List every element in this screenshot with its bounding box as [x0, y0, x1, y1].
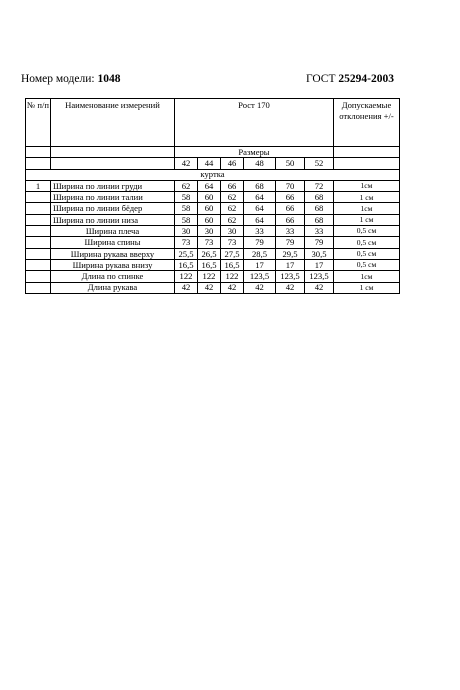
- measurement-value: 58: [175, 203, 198, 214]
- tolerance-value: 1 см: [334, 214, 400, 225]
- measurement-value: 42: [221, 282, 244, 293]
- tolerance-value: 0,5 см: [334, 237, 400, 248]
- measurement-value: 60: [198, 203, 221, 214]
- table-row: [26, 259, 400, 270]
- measurement-value: 29,5: [276, 248, 305, 259]
- table-row: [26, 214, 400, 225]
- measurement-value: 68: [244, 180, 276, 191]
- measurement-value: 33: [276, 226, 305, 237]
- table-row: [26, 271, 400, 282]
- measurement-value: 30,5: [305, 248, 334, 259]
- tolerance-value: 1 см: [334, 282, 400, 293]
- garment-type: куртка: [26, 169, 400, 180]
- measurement-value: 79: [244, 237, 276, 248]
- table-row: [26, 237, 400, 248]
- size-cell: 46: [221, 158, 244, 169]
- tolerance-value: 1 см: [334, 192, 400, 203]
- measurement-value: 33: [244, 226, 276, 237]
- measurement-name: Ширина рукава внизу: [51, 259, 175, 270]
- measurement-value: 68: [305, 203, 334, 214]
- row-number: [26, 237, 51, 248]
- measurement-value: 123,5: [305, 271, 334, 282]
- measurement-name: Ширина по линии груди: [51, 180, 175, 191]
- size-cell: 48: [244, 158, 276, 169]
- tolerance-value: 1см: [334, 180, 400, 191]
- tolerance-value: 0,5 см: [334, 259, 400, 270]
- row-number: [26, 203, 51, 214]
- measurement-value: 62: [221, 203, 244, 214]
- gost-info: [306, 73, 394, 85]
- row-number: [26, 248, 51, 259]
- row-number: 1: [26, 180, 51, 191]
- sizes-label: Размеры: [175, 147, 334, 158]
- measurement-value: 26,5: [198, 248, 221, 259]
- size-cell: 42: [175, 158, 198, 169]
- measurement-value: 60: [198, 214, 221, 225]
- col-height-header: Рост 170: [175, 99, 334, 147]
- measurement-value: 42: [276, 282, 305, 293]
- col-tolerance-header: Допускаемые отклонения +/-: [334, 99, 400, 147]
- measurement-value: 28,5: [244, 248, 276, 259]
- measurement-name: Ширина по линии низа: [51, 214, 175, 225]
- gost-label: ГОСТ: [306, 73, 339, 85]
- measurement-value: 68: [305, 192, 334, 203]
- tolerance-value: 1см: [334, 203, 400, 214]
- measurement-value: 30: [221, 226, 244, 237]
- measurement-value: 64: [244, 214, 276, 225]
- measurement-value: 30: [198, 226, 221, 237]
- measurement-value: 16,5: [221, 259, 244, 270]
- document-header: [21, 73, 441, 87]
- row-number: [26, 192, 51, 203]
- table-row: [26, 282, 400, 293]
- measurement-name: Ширина рукава вверху: [51, 248, 175, 259]
- row-number: [26, 214, 51, 225]
- measurement-value: 58: [175, 214, 198, 225]
- measurement-value: 42: [305, 282, 334, 293]
- size-cell: 50: [276, 158, 305, 169]
- measurement-value: 17: [276, 259, 305, 270]
- model-number: 1048: [97, 73, 121, 85]
- measurement-name: Длина по спинке: [51, 271, 175, 282]
- row-number: [26, 259, 51, 270]
- measurement-name: Ширина спины: [51, 237, 175, 248]
- measurement-value: 66: [276, 192, 305, 203]
- measurement-value: 73: [175, 237, 198, 248]
- measurement-value: 79: [305, 237, 334, 248]
- measurement-value: 25,5: [175, 248, 198, 259]
- measurement-value: 58: [175, 192, 198, 203]
- measurement-value: 66: [276, 214, 305, 225]
- measurement-value: 70: [276, 180, 305, 191]
- measurement-value: 33: [305, 226, 334, 237]
- measurement-value: 122: [198, 271, 221, 282]
- table-header-row: [26, 99, 400, 147]
- tolerance-value: 0,5 см: [334, 226, 400, 237]
- measurement-value: 68: [305, 214, 334, 225]
- sizes-label-row: [26, 147, 400, 158]
- tolerance-value: 1см: [334, 271, 400, 282]
- row-number: [26, 271, 51, 282]
- measurement-value: 73: [221, 237, 244, 248]
- measurement-value: 123,5: [244, 271, 276, 282]
- measurement-value: 62: [175, 180, 198, 191]
- table-row: [26, 248, 400, 259]
- size-cell: 52: [305, 158, 334, 169]
- measurement-value: 123,5: [276, 271, 305, 282]
- measurement-value: 60: [198, 192, 221, 203]
- table-row: [26, 226, 400, 237]
- measurement-value: 17: [305, 259, 334, 270]
- measurement-value: 30: [175, 226, 198, 237]
- measurement-value: 72: [305, 180, 334, 191]
- row-number: [26, 226, 51, 237]
- col-num-header: № п/п: [26, 99, 51, 147]
- measurement-value: 62: [221, 214, 244, 225]
- measurement-value: 122: [175, 271, 198, 282]
- table-row: [26, 192, 400, 203]
- measurement-value: 16,5: [198, 259, 221, 270]
- measurement-value: 16,5: [175, 259, 198, 270]
- measurement-value: 42: [175, 282, 198, 293]
- measurement-value: 79: [276, 237, 305, 248]
- col-name-header: Наименование измерений: [51, 99, 175, 147]
- measurement-value: 66: [221, 180, 244, 191]
- row-number: [26, 282, 51, 293]
- size-cell: 44: [198, 158, 221, 169]
- measurement-value: 42: [244, 282, 276, 293]
- measurement-value: 64: [198, 180, 221, 191]
- measurement-name: Ширина по линии бёдер: [51, 203, 175, 214]
- measurement-value: 122: [221, 271, 244, 282]
- measurement-value: 17: [244, 259, 276, 270]
- tolerance-value: 0,5 см: [334, 248, 400, 259]
- measurement-value: 64: [244, 192, 276, 203]
- measurements-table: [25, 98, 400, 294]
- measurement-name: Длина рукава: [51, 282, 175, 293]
- model-info: [21, 73, 120, 85]
- measurement-value: 62: [221, 192, 244, 203]
- gost-number: 25294-2003: [338, 73, 394, 85]
- measurement-value: 64: [244, 203, 276, 214]
- sizes-row: [26, 158, 400, 169]
- measurement-value: 66: [276, 203, 305, 214]
- table-row: [26, 180, 400, 191]
- table-row: [26, 203, 400, 214]
- measurement-name: Ширина плеча: [51, 226, 175, 237]
- measurement-name: Ширина по линии талии: [51, 192, 175, 203]
- model-label: Номер модели:: [21, 73, 98, 85]
- garment-row: [26, 169, 400, 180]
- measurement-value: 42: [198, 282, 221, 293]
- measurement-value: 27,5: [221, 248, 244, 259]
- measurement-value: 73: [198, 237, 221, 248]
